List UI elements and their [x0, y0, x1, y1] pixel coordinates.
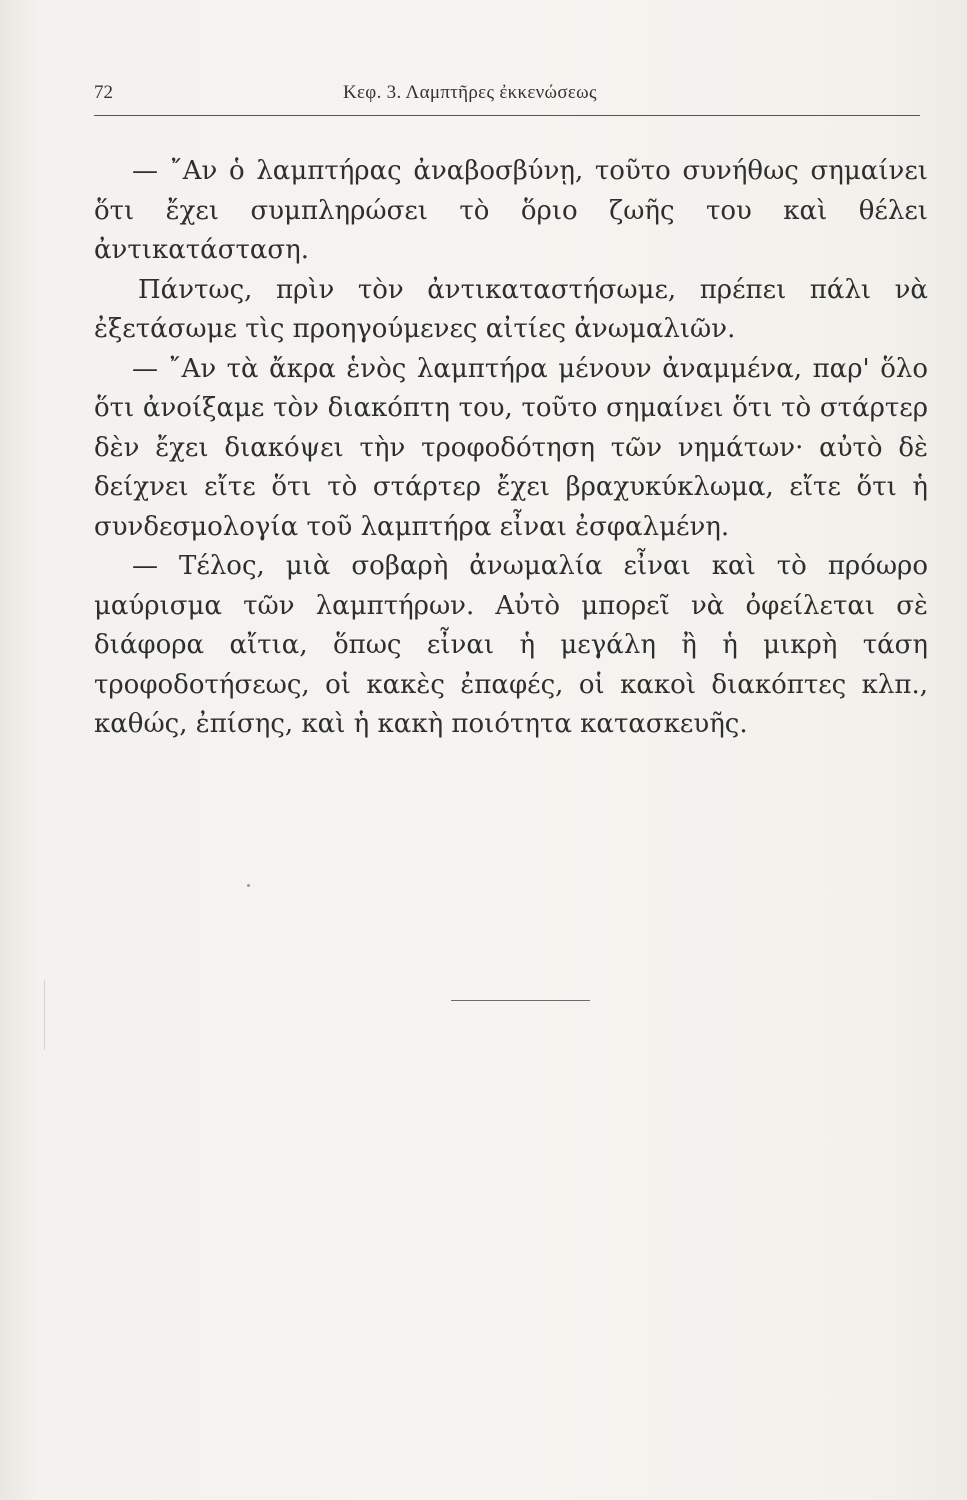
page-number: 72: [94, 82, 113, 103]
section-end-rule: [451, 1000, 590, 1001]
paragraph-flashing-lamp: — ῎Αν ὁ λαμπτήρας ἀναβοσβύνῃ, τοῦτο συνήθως σημαίνει ὅτι ἔχει συμπληρώσει τὸ ὅριο ζωῆς του καὶ θέλει ἀντικατάσταση.: [94, 156, 928, 265]
paragraph-premature-blackening: — Τέλος, μιὰ σοβαρὴ ἀνωμαλία εἶναι καὶ τὸ πρόωρο μαύρισμα τῶν λαμπτήρων. Αὐτὸ μπορεῖ νὰ ὀφείλεται σὲ διάφορα αἴτια, ὅπως εἶναι ἡ μεγάλη ἢ ἡ μικρὴ τάση τροφοδοτήσεως, οἱ κακὲς ἐπαφές, οἱ κακοὶ διακόπτες κλπ., καθώς, ἐπίσης, καὶ ἡ κακὴ ποιότητα κατασκευῆς.: [94, 551, 928, 739]
paragraph-lamp-ends-lit: — ῎Αν τὰ ἄκρα ἑνὸς λαμπτήρα μένουν ἀναμμένα, παρ' ὅλο ὅτι ἀνοίξαμε τὸν διακόπτη του, τοῦτο σημαίνει ὅτι τὸ στάρτερ δὲν ἔχει διακόψει τὴν τροφοδότηση τῶν νημάτων· αὐτὸ δὲ δείχνει εἴτε ὅτι τὸ στάρτερ ἔχει βραχυκύκλωμα, εἴτε ὅτι ἡ συνδεσμολογία τοῦ λαμπτήρα εἶναι ἐσφαλμένη.: [94, 353, 928, 542]
chapter-title: Κεφ. 3. Λαμπτῆρες ἐκκενώσεως: [343, 82, 597, 103]
gutter-shadow: [44, 980, 45, 1050]
paper-speck: [247, 884, 250, 887]
header-rule: [94, 115, 920, 116]
paragraph-check-causes: Πάντως, πρὶν τὸν ἀντικαταστήσωμε, πρέπει πάλι νὰ ἐξετάσωμε τὶς προηγούμενες αἰτίες ἀνωμαλιῶν.: [94, 274, 928, 344]
body-text: [94, 152, 928, 745]
running-header: [94, 70, 924, 114]
